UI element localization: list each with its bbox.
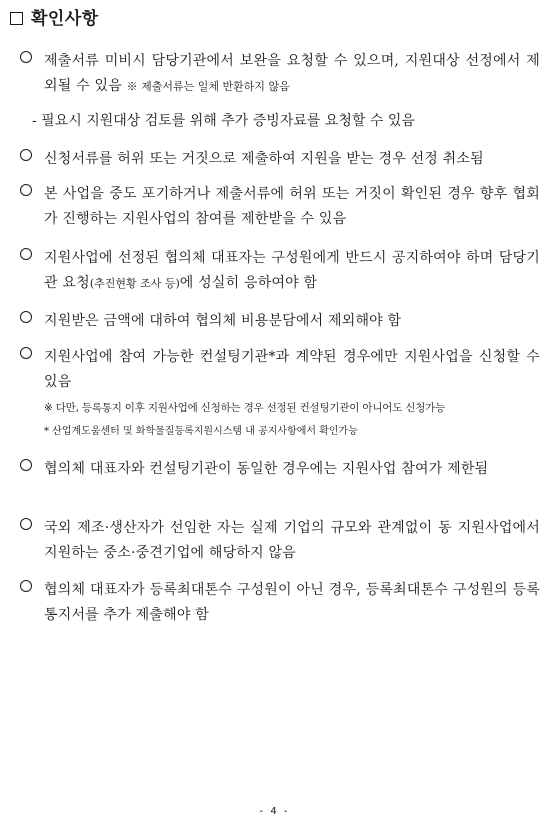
item-note: (추진현황 조사 등) [89,277,180,290]
item-text: 지원사업에 선정된 협의체 대표자는 구성원에게 반드시 공지하여야 하며 담당기관 요청 [44,250,540,291]
item-text: 본 사업을 중도 포기하거나 제출서류에 허위 또는 거짓이 확인된 경우 향후 협회가 진행하는 지원사업의 참여를 제한받을 수 있음 [44,186,540,227]
circle-bullet-icon [20,248,32,260]
footnote: * 산업계도움센터 및 화학물질등록지원시스템 내 공지사항에서 확인가능 [44,426,358,437]
circle-bullet-icon [20,459,32,471]
list-item [20,309,540,334]
item-text: 에 성실히 응하여야 함 [179,275,318,291]
item-text: 제출서류 미비시 담당기관에서 보완을 요청할 수 있으며, 지원대상 선정에서 제외될 수 있음 [44,53,540,94]
list-item [20,345,540,395]
list-item [20,578,540,628]
item-text: 협의체 대표자가 등록최대톤수 구성원이 아닌 경우, 등록최대톤수 구성원의 등록통지서를 추가 제출해야 함 [44,582,540,623]
section-title: 확인사항 [10,8,99,30]
item-text: 국외 제조·생산자가 선임한 자는 실제 기업의 규모와 관계없이 동 지원사업에서 지원하는 중소·중견기업에 해당하지 않음 [44,520,540,561]
item-text: 지원사업에 참여 가능한 컨설팅기관*과 계약된 경우에만 지원사업을 신청할 수 있음 [44,349,540,390]
item-text: 협의체 대표자와 컨설팅기관이 동일한 경우에는 지원사업 참여가 제한됨 [44,461,489,477]
list-item [20,182,540,232]
circle-bullet-icon [20,149,32,161]
circle-bullet-icon [20,184,32,196]
list-item [20,147,540,172]
item-note: ※ 제출서류는 일체 반환하지 않음 [126,80,290,93]
circle-bullet-icon [20,51,32,63]
list-item [20,49,540,99]
circle-bullet-icon [20,580,32,592]
circle-bullet-icon [20,311,32,323]
page-number: - 4 - [259,806,290,817]
circle-bullet-icon [20,347,32,359]
list-item [20,457,540,482]
checkbox-square-icon [10,12,23,25]
item-text: 지원받은 금액에 대하여 협의체 비용분담에서 제외해야 함 [44,313,402,329]
circle-bullet-icon [20,518,32,530]
item-text: 신청서류를 허위 또는 거짓으로 제출하여 지원을 받는 경우 선정 취소됨 [44,151,484,167]
list-item [20,516,540,566]
sub-item: - 필요시 지원대상 검토를 위해 추가 증빙자료를 요청할 수 있음 [32,113,415,129]
footnote: ※ 다만, 등록통지 이후 지원사업에 신청하는 경우 선정된 컨설팅기관이 아니어도 신청가능 [44,402,446,414]
list-item [20,246,540,296]
